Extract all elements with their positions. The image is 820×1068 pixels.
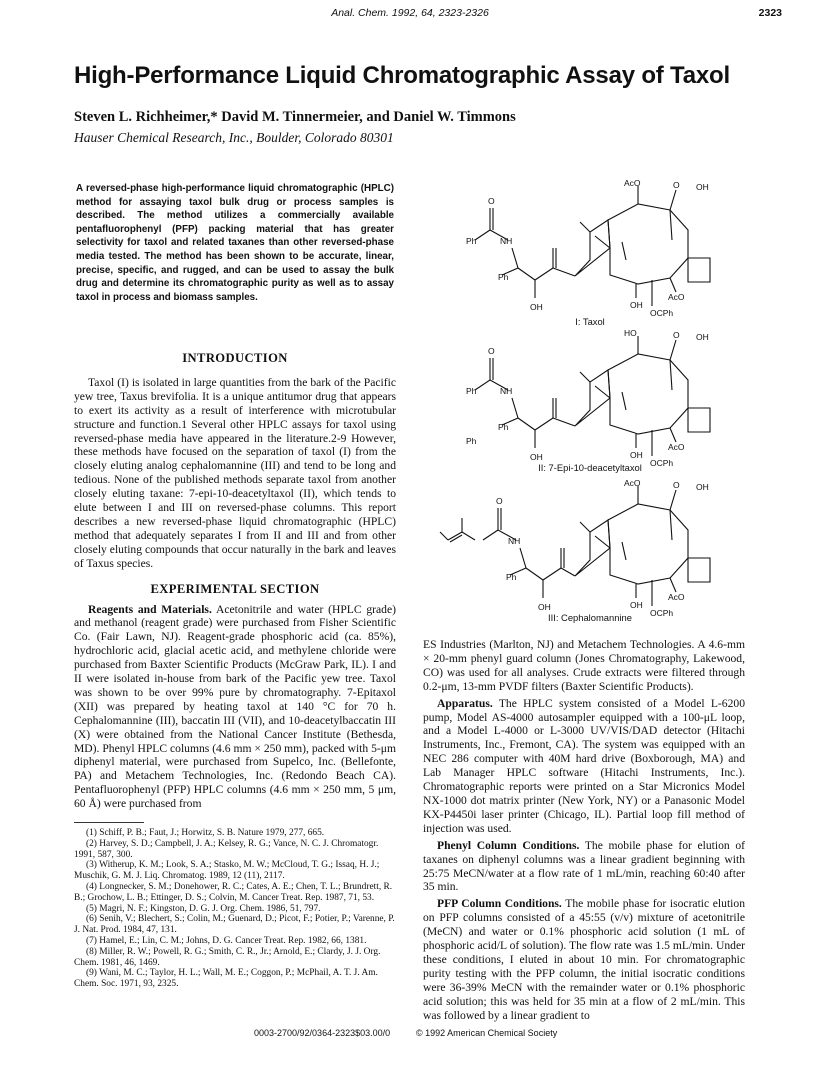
phenyl-label-2: Ph (498, 422, 509, 432)
hydroxyl-label: OH (696, 332, 709, 342)
phenyl-label: Ph (466, 436, 477, 446)
tertiary-oh-label: OH (630, 300, 643, 310)
structure-caption: III: Cephalomannine (548, 612, 632, 623)
benzoate-label: OCPh (650, 608, 674, 618)
carbonyl-o-label: O (488, 346, 495, 356)
journal-citation: Anal. Chem. 1992, 64, 2323-2326 (331, 7, 489, 19)
reference-item: (2) Harvey, S. D.; Campbell, J. A.; Kelsey, R. G.; Vance, N. C. J. Chromatogr. 1991, 587, 300. (74, 838, 379, 860)
acetate-label: AcO (668, 292, 685, 302)
running-header (0, 7, 820, 23)
amide-label: NH (500, 386, 513, 396)
issn-code: 0003-2700/92/0364-2323$03.00/0 (254, 1028, 391, 1038)
benzoate-label: OCPh (650, 308, 674, 318)
footnote-rule (74, 822, 144, 823)
phenyl-label: Phenyl Column Conditions. (437, 838, 580, 852)
reference-item: (5) Magri, N. F.; Kingston, D. G. J. Org. Chem. 1986, 51, 797. (86, 903, 321, 914)
tertiary-oh-label: OH (630, 600, 643, 610)
pfp-label: PFP Column Conditions. (437, 897, 562, 911)
side-chain-oh-label: OH (530, 452, 543, 462)
reference-item: (1) Schiff, P. B.; Faut, J.; Horwitz, S. B. Nature 1979, 277, 665. (86, 828, 325, 838)
side-chain-oh-label: OH (530, 302, 543, 312)
ester-label: AcO (624, 478, 641, 488)
ester-label: AcO (624, 178, 641, 188)
copyright-notice: © 1992 American Chemical Society (416, 1028, 558, 1038)
apparatus-label: Apparatus. (437, 696, 493, 710)
introduction-heading: INTRODUCTION (182, 351, 288, 365)
structure-caption: I: Taxol (575, 316, 605, 327)
left-column (74, 352, 396, 811)
benzoate-label: OCPh (650, 458, 674, 468)
pfp-conditions-paragraph (423, 897, 745, 1022)
structure-diagram (440, 330, 730, 470)
reference-item: (4) Longnecker, S. M.; Donehower, R. C.; Cates, A. E.; Chen, T. L.; Brundrett, R. B.; Grochow, L. B.; Ettinger, D. S.; Colvin, M. Cancer Treat. Rep. 1987, 71, 53. (74, 881, 393, 903)
apparatus-paragraph (423, 697, 745, 836)
reference-list (74, 828, 396, 990)
reference-item: (8) Miller, R. W.; Powell, R. G.; Smith, C. R., Jr.; Arnold, E.; Clardy, J. J. Org. Chem. 1981, 46, 1469. (74, 946, 381, 968)
hydroxyl-label: OH (696, 182, 709, 192)
article-title: High-Performance Liquid Chromatographic Assay of Taxol (74, 62, 730, 89)
ester-label: HO (624, 328, 637, 338)
keto-label: O (673, 330, 680, 340)
phenyl-label: Ph (466, 386, 477, 396)
amide-label: NH (508, 536, 521, 546)
pfp-text: The mobile phase for isocratic elution on PFP columns consisted of a 45:55 (v/v) mixture of acetonitrile (MeCN) and water or 0.1% phosphoric acid solution (1 mL of phosphoric acid/L of solution). The flow rate was 1.5 mL/min. Under these conditions, I eluted in about 10 min. For chromatographic purity testing with the PFP column, the initial isocratic conditions were 36-39% MeCN with the remainder water or 0.1% phosphoric acid solution; this was held for 35 min at a flow of 2 mL/min. This was followed by a linear gradient to (423, 897, 745, 1022)
author-list: Steven L. Richheimer,* David M. Tinnermeier, and Daniel W. Timmons (74, 109, 516, 125)
phenyl-conditions-paragraph (423, 839, 745, 895)
structure-caption: II: 7-Epi-10-deacetyltaxol (538, 462, 642, 473)
experimental-continuation: ES Industries (Marlton, NJ) and Metachem Technologies. A 4.6-mm × 20-mm phenyl guard column (Jones Chromatography, Lakewood, CO) was used for all analyses. Crude extracts were filtered through 0.2-μm, 13-mm PVDF filters (Baxter Scientific Products). (423, 638, 745, 693)
phenyl-label-2: Ph (498, 272, 509, 282)
hydroxyl-label: OH (696, 482, 709, 492)
structure-diagram (440, 180, 730, 320)
introduction-paragraph: Taxol (I) is isolated in large quantities from the bark of the Pacific yew tree, Taxus brevifolia. It is a unique antitumor drug that appears to exert its activity as a result of interference with microtubular structure and function.1 Several other HPLC assays for taxol using reversed-phase media have appeared in the literature.2-9 However, these methods have focused on the separation of taxol (I) from the closely eluting analog cephalomannine (III) and tend to be long and tedious. None of the published methods separate taxol from another closely eluting taxane: 7-epi-10-deacetyltaxol (II), which tends to elute between I and III on reversed-phase columns. This report describes a new reversed-phase liquid chromatographic (HPLC) method that adequately separates I from II and III and from other closely eluting compounds that occur naturally in the bark and leaves of Taxus species. (74, 375, 396, 570)
acetate-label: AcO (668, 592, 685, 602)
reference-item: (6) Senih, V.; Blechert, S.; Colin, M.; Guenard, D.; Picot, F.; Potier, P.; Varenne, P. J. Nat. Prod. 1984, 47, 131. (74, 914, 395, 936)
abstract: A reversed-phase high-performance liquid chromatographic (HPLC) method for assaying taxol bulk drug or process samples is described. The method utilizes a commercially available pentafluorophenyl (PFP) packing material that has greater selectivity for taxol and related taxanes than other reversed-phase media tested. The method has been shown to be accurate, linear, precise, specific, and rugged, and can be used to assay the bulk drug and determine its chromatographic purity as well as to assay taxol in process and biomass samples. (76, 183, 394, 303)
right-column (423, 638, 745, 1022)
acetate-label: AcO (668, 442, 685, 452)
phenyl-text: The mobile phase for elution of taxanes on diphenyl columns was a linear gradient beginning with 25:75 MeCN/water at a flow rate of 1 mL/min, reaching 60:40 after 35 min. (423, 838, 745, 894)
reagents-text: Acetonitrile and water (HPLC grade) and methanol (reagent grade) were purchased from Fisher Scientific Co. (Fair Lawn, NJ). Reagent-grade phosphoric acid (ca. 85%), hydrochloric acid, glacial acetic acid, and methylene chloride were purchased from Baxter Scientific Products (McGraw Park, IL). I and II were isolated in-house from bark of the Pacific yew tree. Taxol was shown to be over 99% pure by chromatography. 7-Epitaxol (XII) was prepared by heating taxol at 140 °C for 70 h. Cephalomannine (III), baccatin III (VII), and 10-deacetylbaccatin III (X) were obtained from the National Cancer Institute (Bethesda, MD). Phenyl HPLC columns (4.6 mm × 250 mm), packed with 5-μm diphenyl material, were purchased from Supelco, Inc. (Bellefonte, PA) and Metachem Technologies, Inc. (Redondo Beach CA). Pentafluorophenyl (PFP) HPLC columns (4.6 mm × 250 mm, 5 μm, 60 Å) were purchased from (74, 602, 396, 811)
keto-label: O (673, 480, 680, 490)
phenyl-label-2: Ph (506, 572, 517, 582)
amide-label: NH (500, 236, 513, 246)
phenyl-label: Ph (466, 236, 477, 246)
reagents-label: Reagents and Materials. (88, 602, 212, 616)
affiliation: Hauser Chemical Research, Inc., Boulder, Colorado 80301 (74, 130, 394, 145)
carbonyl-o-label: O (496, 496, 503, 506)
side-chain-oh-label: OH (538, 602, 551, 612)
tertiary-oh-label: OH (630, 450, 643, 460)
reference-item: (7) Hamel, E.; Lin, C. M.; Johns, D. G. Cancer Treat. Rep. 1982, 66, 1381. (86, 935, 367, 946)
keto-label: O (673, 180, 680, 190)
experimental-heading: EXPERIMENTAL SECTION (150, 581, 320, 596)
page-number: 2323 (758, 7, 782, 19)
reagents-paragraph (74, 603, 396, 812)
carbonyl-o-label: O (488, 196, 495, 206)
apparatus-text: The HPLC system consisted of a Model L-6200 pump, Model AS-4000 autosampler equipped with a 100-μL loop, and a Model L-4000 or L-3000 UV/VIS/DAD detector (Hitachi Instruments, Inc., Fremont, CA). The system was equipped with an NEC 286 computer with 40M hard drive (Boxborough, MA) and Lab Manager HPLC software (Hitachi Instruments, Inc.). Chromatographic reports were printed on a Star Micronics Model NX-1000 dot matrix printer (New York, NY) or a Panasonic Model KX-P4450i laser printer (Chicago, IL). Partial loop fill method of injection was used. (423, 696, 745, 835)
reference-item: (3) Witherup, K. M.; Look, S. A.; Stasko, M. W.; McCloud, T. G.; Issaq, H. J.; Muschik, G. M. J. Liq. Chromatog. 1989, 12 (11), 2117. (74, 860, 380, 882)
reference-item: (9) Wani, M. C.; Taylor, H. L.; Wall, M. E.; Coggon, P.; McPhail, A. T. J. Am. Chem. Soc. 1971, 93, 2325. (74, 968, 378, 990)
